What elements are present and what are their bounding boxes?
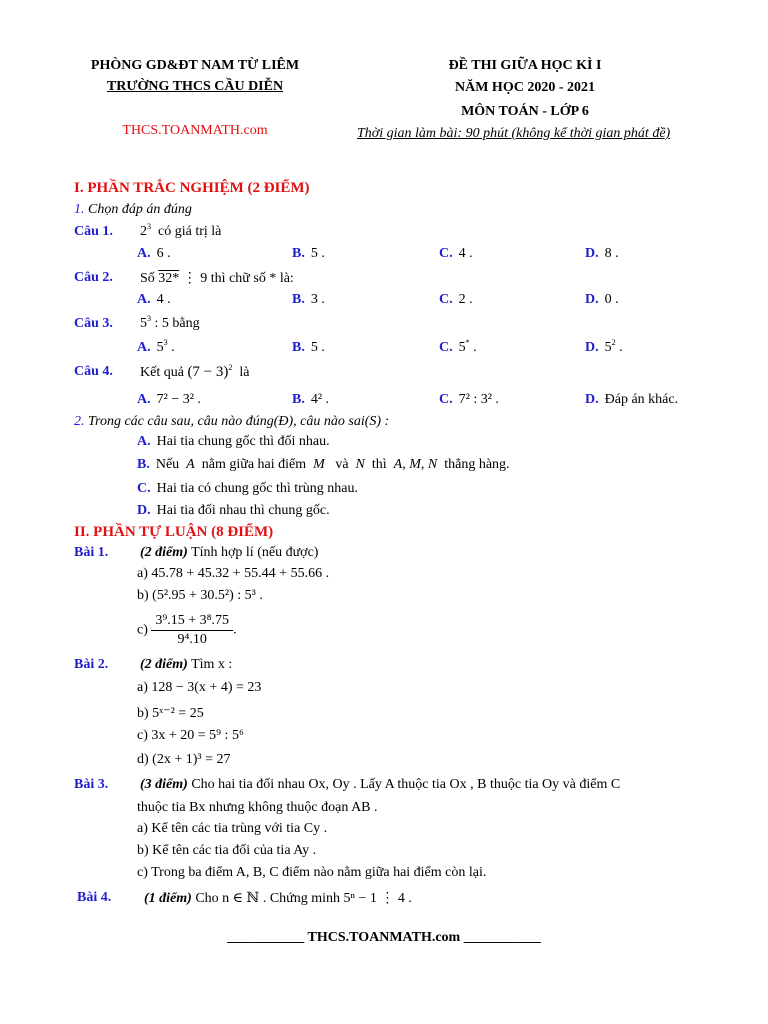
b3-part-b: b) Kể tên các tia đối của tia Ay . [137, 843, 317, 858]
q4-stem: Kết quả $(7 - 3)^2$ là [140, 363, 250, 380]
exam-title: ĐỀ THI GIỮA HỌC KÌ I [448, 58, 602, 73]
part1-sub2 [74, 414, 389, 430]
q2-stem: Số 32* ⋮ 9 thì chữ số * là: [140, 271, 294, 286]
sub2-number: 2. [74, 414, 85, 429]
statement-a[interactable]: A. Hai tia chung gốc thì đối nhau. [137, 434, 330, 449]
q2-label: Câu 2. [74, 270, 113, 285]
b2-part-d: d) (2x + 1)³ = 27 [137, 752, 231, 767]
q3-option-a[interactable]: A. $5^3$ . [137, 338, 175, 355]
part1-title: I. PHẦN TRẮC NGHIỆM (2 ĐIỂM) [74, 180, 310, 196]
b3-line1: (3 điểm) Cho hai tia đối nhau Ox, Oy . Lấy A thuộc tia Ox , B thuộc tia Oy và điểm C [140, 777, 621, 792]
q2-option-b[interactable]: B. 3 . [292, 292, 325, 307]
school-year: NĂM HỌC 2020 - 2021 [455, 80, 595, 95]
b3-line2: thuộc tia Bx nhưng không thuộc đoạn AB . [137, 800, 378, 815]
q1-option-c[interactable]: C. 4 . [439, 246, 473, 261]
q3-option-c[interactable]: C. 5* . [439, 338, 477, 355]
school-name: TRƯỜNG THCS CẦU DIỄN [106, 79, 284, 94]
b2-label: Bài 2. [74, 657, 109, 672]
statement-c[interactable]: C. Hai tia có chung gốc thì trùng nhau. [137, 481, 359, 496]
b2-part-b: b) 5ˣ⁻² = 25 [137, 706, 204, 721]
school-department: PHÒNG GD&ĐT NAM TỪ LIÊM [90, 58, 300, 73]
q1-option-a[interactable]: A. 6 . [137, 246, 171, 261]
statement-d[interactable]: D. Hai tia đối nhau thì chung gốc. [137, 503, 330, 518]
q4-option-d[interactable]: D. Đáp án khác. [585, 392, 679, 407]
subject: MÔN TOÁN - LỚP 6 [461, 104, 589, 119]
q1-stem [140, 224, 221, 240]
q3-stem: $5^3$ : 5 bằng [140, 314, 200, 331]
q4-option-c[interactable]: C. 7² : 3² . [439, 392, 499, 407]
q1-option-d[interactable]: D. 8 . [585, 246, 619, 261]
part1-sub1 [74, 202, 192, 218]
q3-label: Câu 3. [74, 316, 113, 331]
q2-number: 32* [158, 271, 180, 286]
b2-part-c: c) 3x + 20 = 5⁹ : 5⁶ [137, 728, 244, 743]
b1-part-c: c) $\frac{\text{3⁹.15 + 3⁸.75}}{\text{9⁴.10}}$ . [137, 613, 237, 647]
part2-title: II. PHẦN TỰ LUẬN (8 ĐIỂM) [74, 524, 274, 540]
q4-option-b[interactable]: B. 4² . [292, 392, 330, 407]
q2-option-a[interactable]: A. 4 . [137, 292, 171, 307]
footer-site: ___________ THCS.TOANMATH.com ___________ [227, 930, 541, 945]
q1-text: có giá trị là [158, 224, 222, 239]
q1-exp: 3 [147, 222, 151, 231]
b1-part-b: b) (5².95 + 30.5²) : 5³ . [137, 588, 263, 603]
b3-label: Bài 3. [74, 777, 109, 792]
q3-option-d[interactable]: D. $5^2$ . [585, 338, 623, 355]
b3-part-a: a) Kể tên các tia trùng với tia Cy . [137, 821, 328, 836]
b3-part-c: c) Trong ba điểm A, B, C điểm nào nằm giữa hai điểm còn lại. [137, 865, 487, 880]
q1-option-b[interactable]: B. 5 . [292, 246, 325, 261]
sub2-text: Trong các câu sau, câu nào đúng(Đ), câu nào sai(S) : [84, 414, 390, 429]
site-link[interactable]: THCS.TOANMATH.com [122, 123, 268, 138]
statement-b[interactable]: B. Nếu A nằm giữa hai điểm M và N thì A, M, N thẳng hàng. [137, 457, 510, 472]
q2-option-d[interactable]: D. 0 . [585, 292, 619, 307]
b4-stem: (1 điểm) Cho n ∈ ℕ . Chứng minh 5ⁿ − 1 ⋮ 4 . [144, 891, 412, 906]
sub1-number: 1. [74, 202, 85, 217]
b2-stem: (2 điểm) Tìm x : [140, 657, 233, 672]
b2-part-a: a) 128 − 3(x + 4) = 23 [137, 680, 262, 695]
q1-base: 2 [140, 224, 147, 239]
b1-part-a: a) 45.78 + 45.32 + 55.44 + 55.66 . [137, 566, 330, 581]
b1-label: Bài 1. [74, 545, 109, 560]
q4-label: Câu 4. [74, 364, 113, 379]
q3-option-b[interactable]: B. 5 . [292, 340, 325, 355]
b1-stem: (2 điểm) Tính hợp lí (nếu được) [140, 545, 319, 560]
q1-label: Câu 1. [74, 224, 113, 239]
q2-option-c[interactable]: C. 2 . [439, 292, 473, 307]
b1-fraction: $\frac{\text{3⁹.15 + 3⁸.75}}{\text{9⁴.10}}$ [151, 613, 233, 648]
sub1-text: Chọn đáp án đúng [84, 202, 192, 217]
b4-label: Bài 4. [77, 890, 112, 905]
q4-option-a[interactable]: A. 7² − 3² . [137, 392, 201, 407]
time-note: Thời gian làm bài: 90 phút (không kể thời gian phát đề) [357, 126, 671, 141]
